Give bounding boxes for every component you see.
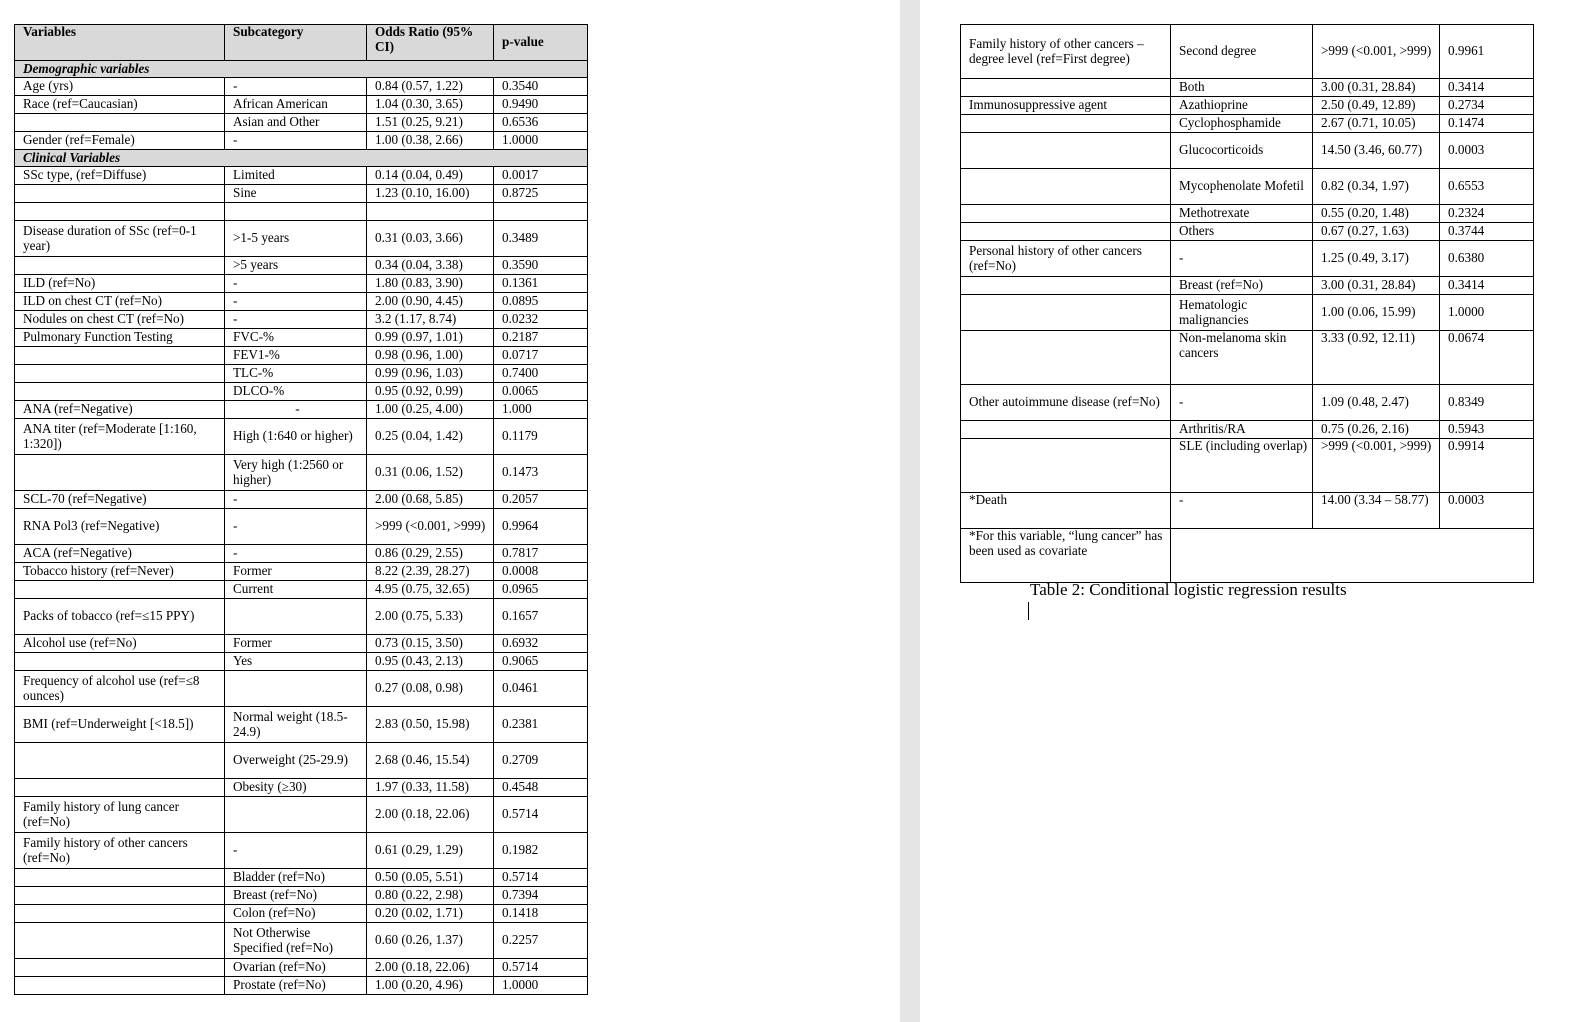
odds-ratio-cell: 0.34 (0.04, 3.38) [367,257,494,275]
variable-cell: ILD (ref=No) [15,275,225,293]
variable-cell: Personal history of other cancers (ref=No) [961,241,1171,277]
subcategory-cell: Others [1171,223,1313,241]
p-value-cell: 0.2381 [494,707,588,743]
variable-cell: BMI (ref=Underweight [<18.5]) [15,707,225,743]
table-row [961,385,1534,421]
p-value-cell: 1.0000 [1440,295,1534,331]
variable-cell [15,653,225,671]
variable-cell [15,959,225,977]
variable-cell [961,439,1171,493]
odds-ratio-cell: 0.55 (0.20, 1.48) [1313,205,1440,223]
p-value-cell: 0.5714 [494,869,588,887]
subcategory-cell: FEV1-% [225,347,367,365]
odds-ratio-cell: 8.22 (2.39, 28.27) [367,563,494,581]
variable-cell [961,169,1171,205]
variable-cell: Family history of other cancers – degree level (ref=First degree) [961,25,1171,79]
odds-ratio-cell: 0.20 (0.02, 1.71) [367,905,494,923]
variable-cell [15,887,225,905]
odds-ratio-cell: 0.80 (0.22, 2.98) [367,887,494,905]
subcategory-cell: Both [1171,79,1313,97]
subcategory-cell: >1-5 years [225,221,367,257]
p-value-cell: 0.0717 [494,347,588,365]
text-cursor [1028,602,1029,620]
odds-ratio-cell: 0.73 (0.15, 3.50) [367,635,494,653]
p-value-cell: 0.1361 [494,275,588,293]
table-row [961,421,1534,439]
odds-ratio-cell: 1.25 (0.49, 3.17) [1313,241,1440,277]
variable-cell: SCL-70 (ref=Negative) [15,491,225,509]
variable-cell [961,295,1171,331]
odds-ratio-cell: 0.25 (0.04, 1.42) [367,419,494,455]
variable-cell: Packs of tobacco (ref=≤15 PPY) [15,599,225,635]
subcategory-cell: Cyclophosphamide [1171,115,1313,133]
odds-ratio-cell: 0.82 (0.34, 1.97) [1313,169,1440,205]
subcategory-cell: - [225,401,367,419]
odds-ratio-cell: 4.95 (0.75, 32.65) [367,581,494,599]
odds-ratio-cell: 1.00 (0.25, 4.00) [367,401,494,419]
variable-cell [15,905,225,923]
subcategory-cell: >5 years [225,257,367,275]
page-divider [900,0,920,1022]
odds-ratio-cell: 2.00 (0.75, 5.33) [367,599,494,635]
p-value-cell: 1.000 [494,401,588,419]
subcategory-cell: African American [225,96,367,114]
p-value-cell: 0.1657 [494,599,588,635]
header-subcategory: Subcategory [225,25,367,61]
regression-table-part-2 [960,24,1534,583]
subcategory-cell: Not Otherwise Specified (ref=No) [225,923,367,959]
variable-cell: Age (yrs) [15,78,225,96]
variable-cell: RNA Pol3 (ref=Negative) [15,509,225,545]
variable-cell: *Death [961,493,1171,529]
odds-ratio-cell: 0.61 (0.29, 1.29) [367,833,494,869]
odds-ratio-cell: 1.00 (0.20, 4.96) [367,977,494,995]
variable-cell: Disease duration of SSc (ref=0-1 year) [15,221,225,257]
table-row [961,97,1534,115]
odds-ratio-cell: 0.99 (0.96, 1.03) [367,365,494,383]
subcategory-cell: Former [225,635,367,653]
p-value-cell: 0.0895 [494,293,588,311]
table-row [15,347,588,365]
odds-ratio-cell: 2.00 (0.90, 4.45) [367,293,494,311]
variable-cell [961,277,1171,295]
p-value-cell: 0.1179 [494,419,588,455]
right-page [920,0,1581,1022]
table-row [15,419,588,455]
p-value-cell: 0.2734 [1440,97,1534,115]
p-value-cell: 0.3540 [494,78,588,96]
variable-cell [15,347,225,365]
variable-cell: Nodules on chest CT (ref=No) [15,311,225,329]
p-value-cell: 0.2187 [494,329,588,347]
variable-cell [961,331,1171,385]
p-value-cell: 0.1418 [494,905,588,923]
table-row [961,331,1534,385]
odds-ratio-cell: 0.67 (0.27, 1.63) [1313,223,1440,241]
p-value-cell: 0.2709 [494,743,588,779]
p-value-cell [494,203,588,221]
odds-ratio-cell: 1.04 (0.30, 3.65) [367,96,494,114]
table-row [15,185,588,203]
subcategory-cell: - [225,833,367,869]
variable-cell [15,455,225,491]
odds-ratio-cell [367,203,494,221]
table-row [15,221,588,257]
variable-cell [15,257,225,275]
table-row [15,365,588,383]
subcategory-cell [225,599,367,635]
p-value-cell: 0.0065 [494,383,588,401]
p-value-cell: 0.0232 [494,311,588,329]
odds-ratio-cell: 1.51 (0.25, 9.21) [367,114,494,132]
p-value-cell: 0.2057 [494,491,588,509]
p-value-cell: 0.7817 [494,545,588,563]
table-row [15,132,588,150]
table-row [15,383,588,401]
subcategory-cell: Ovarian (ref=No) [225,959,367,977]
subcategory-cell: Arthritis/RA [1171,421,1313,439]
p-value-cell: 1.0000 [494,132,588,150]
p-value-cell: 1.0000 [494,977,588,995]
p-value-cell: 0.9490 [494,96,588,114]
subcategory-cell: - [225,132,367,150]
odds-ratio-cell: 2.00 (0.18, 22.06) [367,959,494,977]
variable-cell: Tobacco history (ref=Never) [15,563,225,581]
variable-cell [961,79,1171,97]
subcategory-cell: Second degree [1171,25,1313,79]
variable-cell [15,977,225,995]
table-row [961,241,1534,277]
odds-ratio-cell: 2.67 (0.71, 10.05) [1313,115,1440,133]
subcategory-cell: Former [225,563,367,581]
variable-cell: Pulmonary Function Testing [15,329,225,347]
subcategory-cell: SLE (including overlap) [1171,439,1313,493]
table-row [961,115,1534,133]
variable-cell: Frequency of alcohol use (ref=≤8 ounces) [15,671,225,707]
subcategory-cell: Prostate (ref=No) [225,977,367,995]
table-row [15,977,588,995]
subcategory-cell: Obesity (≥30) [225,779,367,797]
subcategory-cell: - [225,293,367,311]
variable-cell [15,743,225,779]
p-value-cell: 0.9961 [1440,25,1534,79]
variable-cell: ANA titer (ref=Moderate [1:160, 1:320]) [15,419,225,455]
subcategory-cell: Yes [225,653,367,671]
table-row [15,275,588,293]
variable-cell: ANA (ref=Negative) [15,401,225,419]
table-row [961,493,1534,529]
odds-ratio-cell: 0.31 (0.06, 1.52) [367,455,494,491]
table-row [15,779,588,797]
header-variables: Variables [15,25,225,61]
table-header-row [15,25,588,61]
variable-cell [961,115,1171,133]
p-value-cell: 0.0017 [494,167,588,185]
table-row [15,329,588,347]
table-row [15,581,588,599]
subcategory-cell: FVC-% [225,329,367,347]
empty-cell [1171,529,1534,583]
subcategory-cell: - [225,275,367,293]
odds-ratio-cell: 14.00 (3.34 – 58.77) [1313,493,1440,529]
variable-cell: ACA (ref=Negative) [15,545,225,563]
subcategory-cell [225,797,367,833]
p-value-cell: 0.3414 [1440,79,1534,97]
variable-cell [961,421,1171,439]
odds-ratio-cell: 0.31 (0.03, 3.66) [367,221,494,257]
p-value-cell: 0.0003 [1440,493,1534,529]
header-odds-ratio: Odds Ratio (95% CI) [367,25,494,61]
subcategory-cell: Methotrexate [1171,205,1313,223]
subcategory-cell: Azathioprine [1171,97,1313,115]
p-value-cell: 0.7394 [494,887,588,905]
subcategory-cell: Mycophenolate Mofetil [1171,169,1313,205]
subcategory-cell: - [225,545,367,563]
variable-cell: Gender (ref=Female) [15,132,225,150]
subcategory-cell: DLCO-% [225,383,367,401]
variable-cell: Immunosuppressive agent [961,97,1171,115]
subcategory-cell: Non-melanoma skin cancers [1171,331,1313,385]
p-value-cell: 0.0674 [1440,331,1534,385]
subcategory-cell: Hematologic malignancies [1171,295,1313,331]
variable-cell [961,223,1171,241]
odds-ratio-cell: 0.14 (0.04, 0.49) [367,167,494,185]
table-body [15,25,588,995]
p-value-cell: 0.6380 [1440,241,1534,277]
odds-ratio-cell: 0.60 (0.26, 1.37) [367,923,494,959]
table-row [15,96,588,114]
odds-ratio-cell: 2.68 (0.46, 15.54) [367,743,494,779]
p-value-cell: 0.7400 [494,365,588,383]
subcategory-cell: Colon (ref=No) [225,905,367,923]
variable-cell: Race (ref=Caucasian) [15,96,225,114]
p-value-cell: 0.1982 [494,833,588,869]
odds-ratio-cell: 0.75 (0.26, 2.16) [1313,421,1440,439]
subcategory-cell: Limited [225,167,367,185]
table-row [15,563,588,581]
section-header-row [15,61,588,78]
variable-cell [15,383,225,401]
odds-ratio-cell: 0.99 (0.97, 1.01) [367,329,494,347]
p-value-cell: 0.1473 [494,455,588,491]
odds-ratio-cell: 1.00 (0.06, 15.99) [1313,295,1440,331]
p-value-cell: 0.5943 [1440,421,1534,439]
odds-ratio-cell: 0.98 (0.96, 1.00) [367,347,494,365]
odds-ratio-cell: 1.80 (0.83, 3.90) [367,275,494,293]
table-row [15,203,588,221]
p-value-cell: 0.3744 [1440,223,1534,241]
table-row [961,205,1534,223]
table-row [15,599,588,635]
odds-ratio-cell: 2.50 (0.49, 12.89) [1313,97,1440,115]
section-title: Clinical Variables [15,150,588,167]
odds-ratio-cell: 0.50 (0.05, 5.51) [367,869,494,887]
regression-table-part-1 [14,24,588,995]
variable-cell [15,581,225,599]
table-row [15,311,588,329]
footnote-text: *For this variable, “lung cancer” has been used as covariate [961,529,1171,583]
variable-cell [15,923,225,959]
table-row [15,293,588,311]
odds-ratio-cell: 1.97 (0.33, 11.58) [367,779,494,797]
odds-ratio-cell: 3.00 (0.31, 28.84) [1313,79,1440,97]
subcategory-cell: Very high (1:2560 or higher) [225,455,367,491]
table-row [961,295,1534,331]
p-value-cell: 0.6553 [1440,169,1534,205]
subcategory-cell: - [225,78,367,96]
p-value-cell: 0.9964 [494,509,588,545]
p-value-cell: 0.8349 [1440,385,1534,421]
table-row [15,959,588,977]
p-value-cell: 0.1474 [1440,115,1534,133]
odds-ratio-cell: >999 (<0.001, >999) [1313,25,1440,79]
odds-ratio-cell: 2.83 (0.50, 15.98) [367,707,494,743]
table-body [961,25,1534,583]
subcategory-cell: High (1:640 or higher) [225,419,367,455]
variable-cell: ILD on chest CT (ref=No) [15,293,225,311]
table-row [961,133,1534,169]
p-value-cell: 0.0008 [494,563,588,581]
p-value-cell: 0.0003 [1440,133,1534,169]
table-row [15,653,588,671]
odds-ratio-cell: 2.00 (0.18, 22.06) [367,797,494,833]
subcategory-cell: Normal weight (18.5-24.9) [225,707,367,743]
variable-cell [15,869,225,887]
subcategory-cell: - [225,491,367,509]
subcategory-cell: Breast (ref=No) [225,887,367,905]
subcategory-cell: Breast (ref=No) [1171,277,1313,295]
table-caption: Table 2: Conditional logistic regression results [1030,580,1347,599]
variable-cell: SSc type, (ref=Diffuse) [15,167,225,185]
subcategory-cell: Glucocorticoids [1171,133,1313,169]
subcategory-cell: Bladder (ref=No) [225,869,367,887]
table-row [15,114,588,132]
odds-ratio-cell: 0.27 (0.08, 0.98) [367,671,494,707]
subcategory-cell: Current [225,581,367,599]
variable-cell [15,185,225,203]
subcategory-cell [225,671,367,707]
odds-ratio-cell: 0.84 (0.57, 1.22) [367,78,494,96]
subcategory-cell: - [225,311,367,329]
variable-cell: Family history of other cancers (ref=No) [15,833,225,869]
subcategory-cell: TLC-% [225,365,367,383]
p-value-cell: 0.2324 [1440,205,1534,223]
table-row [15,401,588,419]
variable-cell [961,205,1171,223]
footnote-row [961,529,1534,583]
table-row [15,923,588,959]
variable-cell: Other autoimmune disease (ref=No) [961,385,1171,421]
subcategory-cell: - [1171,493,1313,529]
table-row [15,635,588,653]
variable-cell: Family history of lung cancer (ref=No) [15,797,225,833]
section-title: Demographic variables [15,61,588,78]
p-value-cell: 0.0461 [494,671,588,707]
odds-ratio-cell: 1.23 (0.10, 16.00) [367,185,494,203]
p-value-cell: 0.2257 [494,923,588,959]
subcategory-cell [225,203,367,221]
p-value-cell: 0.6536 [494,114,588,132]
odds-ratio-cell: >999 (<0.001, >999) [1313,439,1440,493]
table-row [15,869,588,887]
p-value-cell: 0.9914 [1440,439,1534,493]
table-row [15,509,588,545]
table-row [961,79,1534,97]
odds-ratio-cell: 1.00 (0.38, 2.66) [367,132,494,150]
odds-ratio-cell: 3.33 (0.92, 12.11) [1313,331,1440,385]
table-row [15,455,588,491]
p-value-cell: 0.3414 [1440,277,1534,295]
subcategory-cell: Sine [225,185,367,203]
p-value-cell: 0.6932 [494,635,588,653]
subcategory-cell: Asian and Other [225,114,367,132]
table-row [15,257,588,275]
p-value-cell: 0.3590 [494,257,588,275]
subcategory-cell: Overweight (25-29.9) [225,743,367,779]
odds-ratio-cell: 3.2 (1.17, 8.74) [367,311,494,329]
table-row [15,833,588,869]
p-value-cell: 0.3489 [494,221,588,257]
p-value-cell: 0.0965 [494,581,588,599]
table-row [15,671,588,707]
table-row [961,277,1534,295]
odds-ratio-cell: 14.50 (3.46, 60.77) [1313,133,1440,169]
section-header-row [15,150,588,167]
odds-ratio-cell: 0.95 (0.92, 0.99) [367,383,494,401]
table-row [15,905,588,923]
odds-ratio-cell: 2.00 (0.68, 5.85) [367,491,494,509]
variable-cell: Alcohol use (ref=No) [15,635,225,653]
variable-cell [15,365,225,383]
table-row [15,797,588,833]
table-row [961,25,1534,79]
variable-cell [15,779,225,797]
p-value-cell: 0.5714 [494,797,588,833]
odds-ratio-cell: 0.86 (0.29, 2.55) [367,545,494,563]
odds-ratio-cell: >999 (<0.001, >999) [367,509,494,545]
table-row [15,707,588,743]
p-value-cell: 0.9065 [494,653,588,671]
table-row [15,167,588,185]
p-value-cell: 0.4548 [494,779,588,797]
variable-cell [961,133,1171,169]
table-row [961,439,1534,493]
table-row [15,887,588,905]
p-value-cell: 0.5714 [494,959,588,977]
variable-cell [15,114,225,132]
table-row [15,545,588,563]
table-row [961,169,1534,205]
subcategory-cell: - [225,509,367,545]
table-row [961,223,1534,241]
subcategory-cell: - [1171,241,1313,277]
table-row [15,743,588,779]
odds-ratio-cell: 1.09 (0.48, 2.47) [1313,385,1440,421]
subcategory-cell: - [1171,385,1313,421]
table-row [15,491,588,509]
header-p-value: p-value [494,25,588,61]
table-row [15,78,588,96]
odds-ratio-cell: 3.00 (0.31, 28.84) [1313,277,1440,295]
variable-cell [15,203,225,221]
odds-ratio-cell: 0.95 (0.43, 2.13) [367,653,494,671]
p-value-cell: 0.8725 [494,185,588,203]
